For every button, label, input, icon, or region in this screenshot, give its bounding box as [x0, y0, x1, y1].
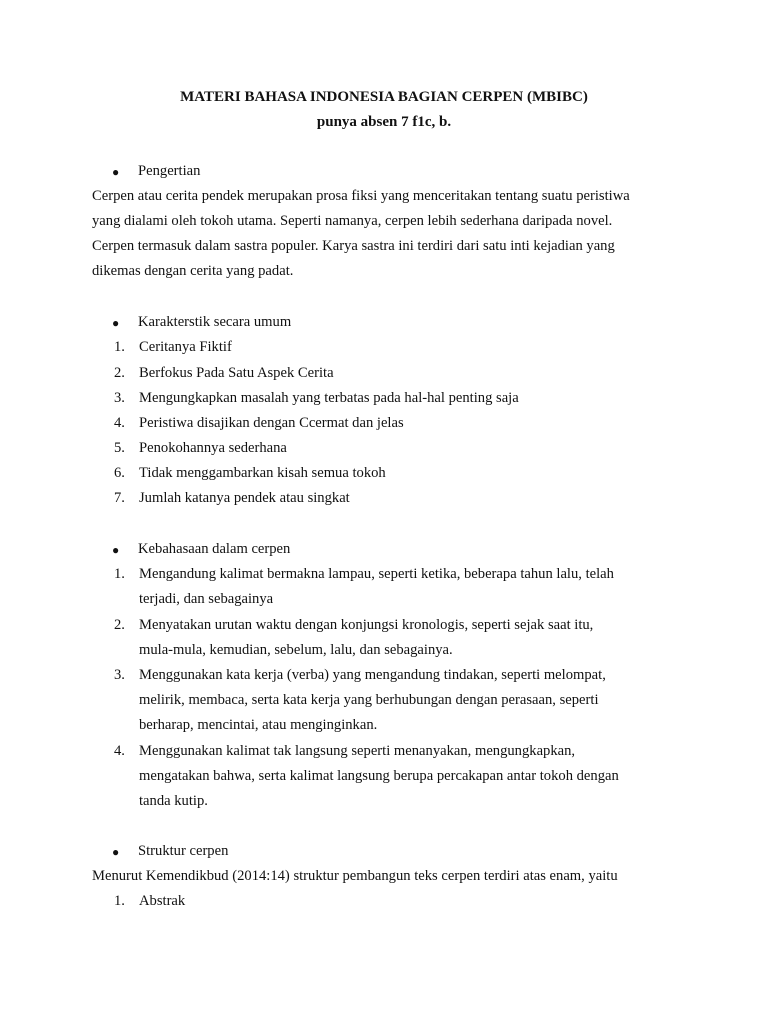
section-heading-karakteristik: Karakterstik secara umum — [138, 314, 292, 330]
list-number: 7. — [114, 490, 125, 506]
list-item: Jumlah katanya pendek atau singkat — [139, 490, 350, 506]
paragraph-line: dikemas dengan cerita yang padat. — [92, 263, 294, 279]
list-item: Berfokus Pada Satu Aspek Cerita — [139, 365, 334, 381]
list-number: 3. — [114, 667, 125, 683]
paragraph-line: Menurut Kemendikbud (2014:14) struktur pembangun teks cerpen terdiri atas enam, yaitu — [92, 868, 618, 884]
list-item: Penokohannya sederhana — [139, 440, 287, 456]
section-heading-pengertian: Pengertian — [138, 163, 201, 179]
document-title: MATERI BAHASA INDONESIA BAGIAN CERPEN (MBIBC) — [180, 89, 588, 105]
bullet-icon: ● — [112, 165, 120, 179]
section-heading-kebahasaan: Kebahasaan dalam cerpen — [138, 541, 291, 557]
bullet-icon: ● — [112, 845, 120, 859]
list-item-line: Menggunakan kalimat tak langsung seperti menanyakan, mengungkapkan, — [139, 743, 576, 759]
bullet-icon: ● — [112, 316, 120, 330]
section-heading-struktur: Struktur cerpen — [138, 843, 229, 859]
list-item-line: berharap, mencintai, atau menginginkan. — [139, 717, 378, 733]
list-number: 5. — [114, 440, 125, 456]
paragraph-line: Cerpen atau cerita pendek merupakan prosa fiksi yang menceritakan tentang suatu peristiwa — [92, 188, 630, 204]
list-number: 1. — [114, 893, 125, 909]
list-number: 4. — [114, 415, 125, 431]
document-subtitle: punya absen 7 f1c, b. — [316, 114, 452, 130]
list-number: 1. — [114, 339, 125, 355]
list-item-line: Menggunakan kata kerja (verba) yang mengandung tindakan, seperti melompat, — [139, 667, 606, 683]
list-item: Abstrak — [139, 893, 186, 909]
list-item: Tidak menggambarkan kisah semua tokoh — [139, 465, 386, 481]
list-item-line: terjadi, dan sebagainya — [139, 591, 274, 607]
list-number: 2. — [114, 617, 125, 633]
list-number: 6. — [114, 465, 125, 481]
list-item-line: mengatakan bahwa, serta kalimat langsung berupa percakapan antar tokoh dengan — [139, 768, 619, 784]
list-number: 4. — [114, 743, 125, 759]
list-item-line: Menyatakan urutan waktu dengan konjungsi kronologis, seperti sejak saat itu, — [139, 617, 594, 633]
paragraph-line: yang dialami oleh tokoh utama. Seperti namanya, cerpen lebih sederhana daripada novel. — [92, 213, 613, 229]
list-item-line: mula-mula, kemudian, sebelum, lalu, dan sebagainya. — [139, 642, 453, 658]
list-item: Peristiwa disajikan dengan Ccermat dan jelas — [139, 415, 404, 431]
list-item-line: tanda kutip. — [139, 793, 208, 809]
list-item: Ceritanya Fiktif — [139, 339, 232, 355]
list-item-line: melirik, membaca, serta kata kerja yang berhubungan dengan perasaan, seperti — [139, 692, 599, 708]
bullet-icon: ● — [112, 543, 120, 557]
list-item-line: Mengandung kalimat bermakna lampau, seperti ketika, beberapa tahun lalu, telah — [139, 566, 614, 582]
list-number: 1. — [114, 566, 125, 582]
list-number: 3. — [114, 390, 125, 406]
list-number: 2. — [114, 365, 125, 381]
list-item: Mengungkapkan masalah yang terbatas pada hal-hal penting saja — [139, 390, 519, 406]
paragraph-line: Cerpen termasuk dalam sastra populer. Karya sastra ini terdiri dari satu inti kejadian yang — [92, 238, 615, 254]
